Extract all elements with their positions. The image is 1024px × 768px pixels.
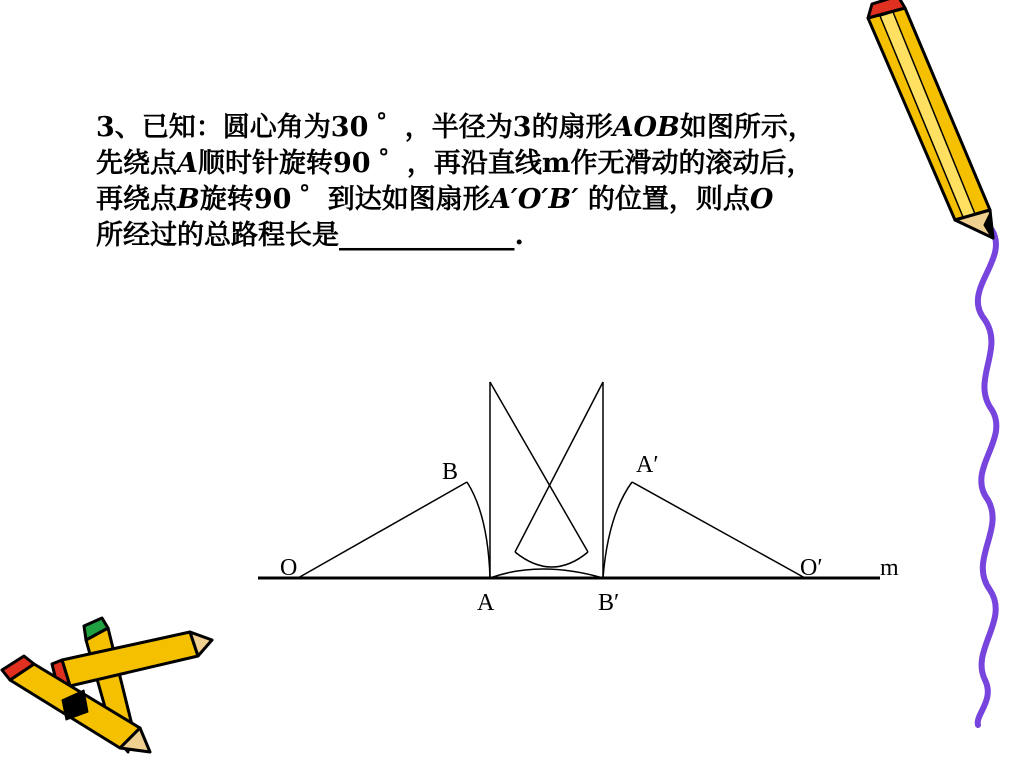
- label-B-prime: B′: [598, 590, 620, 616]
- text-run: 的位置，则点: [578, 184, 750, 215]
- text-run: 如图所示，: [679, 112, 815, 143]
- point-name-O: O: [749, 184, 774, 215]
- text-run: 3、已知：圆心角为30: [96, 112, 369, 143]
- text-run: 先绕点: [96, 148, 177, 179]
- label-B: B: [442, 459, 459, 485]
- label-O-prime: O′: [800, 555, 823, 581]
- label-m: m: [880, 555, 899, 581]
- point-name-B: B: [177, 184, 200, 215]
- text-run: 旋转90 ゜到达如图扇形: [199, 184, 490, 215]
- text-run: 顺时针旋转90 ゜，再沿直线m作无滑动的滚动后，: [197, 148, 814, 179]
- label-A: A: [477, 590, 495, 616]
- label-O: O: [280, 555, 298, 581]
- sector-name-AOB-prime: A′O′B′: [489, 184, 579, 215]
- sector-name-AOB: AOB: [612, 112, 680, 143]
- pencil-icon: [52, 632, 212, 686]
- label-A-prime: A′: [636, 452, 659, 478]
- text-run: 所经过的总路程长是_____________.: [96, 220, 524, 251]
- point-name-A: A: [177, 148, 198, 179]
- text-run: ゜，半径为3的扇形: [377, 112, 613, 143]
- text-run: 再绕点: [96, 184, 177, 215]
